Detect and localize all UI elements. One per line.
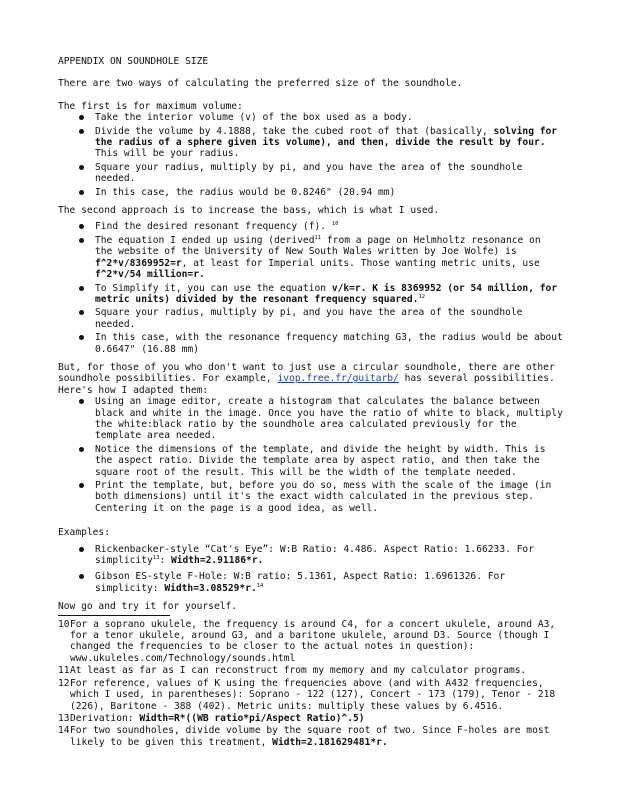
- list-item: [58, 480, 563, 514]
- footnote-12: [58, 678, 563, 712]
- footnote-14: [58, 725, 563, 748]
- list-item-text: Find the desired resonant frequency (f).: [95, 221, 332, 233]
- footnote-number: 11: [58, 665, 70, 677]
- footnote-13: [58, 713, 563, 724]
- page-title: APPENDIX ON SOUNDHOLE SIZE: [58, 56, 209, 67]
- footnote-ref[interactable]: 11: [314, 234, 322, 241]
- footnote-text: For a soprano ukulele, the frequency is around C4, for a concert ukulele, around A3, for a tenor ukulele, around G3, and a baritone ukulele, around D3. Source (though I changed the frequencies to be closer to the actual notes in question): www.ukuleles.com/Technology/sounds.html: [70, 618, 556, 664]
- footnote-11: [58, 665, 563, 676]
- first-method-heading: The first is for maximum volume:: [58, 100, 243, 112]
- list-item: [58, 444, 563, 478]
- list-item-text: In this case, with the resonance frequency matching G3, the radius would be about 0.6647" (16.88 mm): [95, 332, 563, 355]
- footnote-number: 14: [58, 725, 70, 737]
- list-item-text: Square your radius, multiply by pi, and you have the area of the soundhole needed.: [95, 307, 523, 330]
- list-item-text: Print the template, but, before you do so, mess with the scale of the image (in both dimensions) until it's the exact width calculated in the previous step. Centering it on the page is a good idea, as well.: [95, 480, 552, 514]
- list-item-text: In this case, the radius would be 0.8246" (20.94 mm): [95, 186, 396, 198]
- footnote-text-wrapper: [70, 713, 563, 724]
- closing-line: Now go and try it for yourself.: [58, 601, 238, 613]
- list-item-text: Gibson ES-style F-Hole: W:B ratio: 5.1361, Aspect Ratio: 1.6961326. For simplicity:: [95, 571, 506, 594]
- list-item-text: Divide the volume by 4.1888, take the cubed root of that (basically,: [95, 125, 494, 137]
- ivop-link[interactable]: ivop.free.fr/guitarb/: [277, 373, 399, 385]
- list-item: [58, 544, 563, 567]
- equation-text: v/k=r. K is 8369952 (or 54 million, for metric units) divided by the resonant frequency squared.: [95, 282, 558, 305]
- footnote-number: 10: [58, 618, 70, 630]
- list-item-text: Square your radius, multiply by pi, and you have the area of the soundhole needed.: [95, 161, 523, 185]
- footnote-divider: [58, 615, 170, 616]
- list-item: [58, 187, 563, 198]
- list-item: [58, 571, 563, 594]
- examples-list: [58, 544, 563, 595]
- footnote-ref[interactable]: 13: [152, 554, 160, 561]
- document-page: [58, 56, 563, 749]
- footnote-text-wrapper: [70, 725, 563, 748]
- list-item: [58, 126, 563, 160]
- list-item-text: Take the interior volume (v) of the box used as a body.: [95, 112, 413, 124]
- list-item: [58, 235, 563, 281]
- footnote-ref[interactable]: 14: [256, 582, 264, 589]
- list-item: [58, 162, 563, 185]
- paragraph-text: But, for those of you who don't want to just use a circular soundhole, there are other soundhole possibilities. For example,: [58, 361, 555, 385]
- list-item: [58, 112, 563, 123]
- formula-text: Width=3.08529*r.: [164, 582, 257, 594]
- list-item-text: Using an image editor, create a histogram that calculates the balance between black and white in the image. Once you have the ratio of white to black, multiply the white:black ratio by the soundhole area calculated previously for the template area needed.: [95, 396, 563, 442]
- list-item-text: Notice the dimensions of the template, and divide the height by width. This is the aspect ratio. Divide the template area by aspect ratio, and then take the square root of the result. This will be the width of the template needed.: [95, 443, 546, 478]
- paragraph-text: has several possibilities. Here's how I adapted them:: [58, 373, 555, 396]
- list-item-text: This will be your radius.: [95, 148, 240, 160]
- intro-paragraph: There are two ways of calculating the preferred size of the soundhole.: [58, 78, 463, 90]
- list-item: [58, 307, 563, 330]
- equation-text: f^2*v/54 million=r.: [95, 269, 205, 281]
- formula-text: Width=2.181629481*r.: [272, 736, 388, 748]
- list-item-text: To Simplify it, you can use the equation: [95, 282, 332, 294]
- list-item: [58, 221, 563, 232]
- formula-text: Width=R*((WB ratio*pi/Aspect Ratio)^.5): [139, 712, 365, 724]
- second-method-list: [58, 221, 563, 354]
- footnote-text: For reference, values of K using the frequencies above (and with A432 frequencies, which I used, in parentheses): Soprano - 122 (127), Concert - 173 (179), Tenor - 218 (226), Baritone - 388 (402). Metric units: multiply these values by 6.4516.: [70, 677, 556, 712]
- list-item-text: Rickenbacker-style “Cat's Eye”: W:B Ratio: 4.486. Aspect Ratio: 1.66233. For simplicity: [95, 543, 534, 567]
- footnote-text: At least as far as I can reconstruct from my memory and my calculator programs.: [70, 665, 527, 677]
- list-item: [58, 283, 563, 306]
- list-item-text: , at least for Imperial units. Those wanting metric units, use: [181, 257, 540, 269]
- bold-text: solving for the radius of a sphere given its volume), and then, divide the result by four.: [95, 125, 558, 149]
- list-item-text: :: [159, 555, 171, 567]
- footnote-10: [58, 619, 563, 665]
- examples-heading: Examples:: [58, 527, 110, 539]
- footnote-ref[interactable]: 12: [418, 293, 426, 300]
- footnote-text: Derivation:: [70, 712, 140, 724]
- footnote-number: 13: [58, 712, 70, 724]
- footnote-number: 12: [58, 677, 70, 689]
- second-method-heading: The second approach is to increase the bass, which is what I used.: [58, 205, 440, 217]
- alternative-shapes-paragraph: [58, 362, 563, 396]
- footnote-ref[interactable]: 10: [331, 221, 339, 228]
- first-method-list: [58, 112, 563, 198]
- list-item: [58, 396, 563, 442]
- footnotes: [58, 619, 563, 748]
- footnote-text: For two soundholes, divide volume by the square root of two. Since F-holes are most likely to be given this treatment,: [70, 725, 550, 748]
- formula-text: Width=2.91186*r.: [170, 555, 264, 567]
- list-item-text: from a page on Helmholtz resonance on the website of the University of New South Wales written by Joe Wolfe) is: [95, 234, 541, 258]
- equation-text: f^2*v/8369952=r: [95, 257, 182, 269]
- adaptation-steps-list: [58, 396, 563, 514]
- list-item-text: The equation I ended up using (derived: [95, 234, 315, 246]
- list-item: [58, 332, 563, 355]
